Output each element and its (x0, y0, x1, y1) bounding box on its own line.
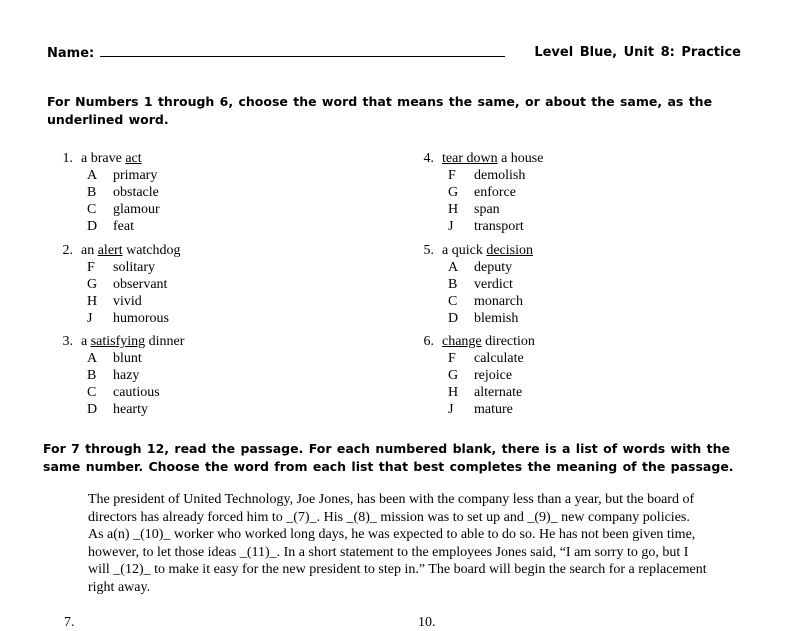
option-word: glamour (113, 202, 160, 217)
answer-option[interactable] (408, 276, 533, 293)
underlined-word: change (442, 334, 482, 349)
answer-option[interactable] (47, 218, 160, 235)
answer-option[interactable] (47, 350, 184, 367)
stem-suffix: direction (481, 334, 535, 349)
question-number-10: 10. (418, 615, 436, 630)
option-letter: G (448, 368, 459, 383)
option-letter: D (87, 219, 98, 234)
option-letter: C (87, 385, 97, 400)
answer-option[interactable] (47, 367, 184, 384)
underlined-word: satisfying (90, 334, 146, 349)
answer-option[interactable] (408, 401, 535, 418)
question-stem (47, 242, 181, 259)
option-letter: F (448, 168, 456, 183)
option-word: primary (113, 168, 158, 183)
option-letter: H (448, 202, 459, 217)
option-word: hazy (113, 368, 140, 383)
stem-suffix: watchdog (122, 243, 181, 258)
question-number-7: 7. (64, 615, 75, 630)
option-word: demolish (474, 168, 526, 183)
option-letter: B (87, 368, 97, 383)
answer-option[interactable] (408, 201, 543, 218)
answer-option[interactable] (47, 293, 181, 310)
name-blank-line (100, 45, 505, 57)
answer-option[interactable] (47, 401, 184, 418)
instructions-passage: For 7 through 12, read the passage. For each numbered blank, there is a list of words with the same number. Choose the word from each list that best completes the meaning of the passage. (43, 441, 734, 474)
option-word: monarch (474, 294, 523, 309)
name-label: Name: (47, 46, 95, 61)
answer-option[interactable] (408, 184, 543, 201)
stem-prefix: a (81, 334, 91, 349)
name-field (47, 45, 505, 61)
option-word: rejoice (474, 368, 513, 383)
answer-option[interactable] (408, 367, 535, 384)
instructions-synonyms: For Numbers 1 through 6, choose the word that means the same, or about the same, as the underlined word. (47, 94, 713, 127)
question-stem (408, 150, 543, 167)
stem-suffix: a house (497, 151, 544, 166)
option-letter: G (448, 185, 459, 200)
option-word: enforce (474, 185, 516, 200)
answer-option[interactable] (408, 167, 543, 184)
answer-option[interactable] (47, 276, 181, 293)
option-letter: A (448, 260, 459, 275)
option-word: verdict (474, 277, 513, 292)
answer-option[interactable] (47, 310, 181, 327)
option-word: mature (474, 402, 513, 417)
option-letter: B (87, 185, 97, 200)
answer-option[interactable] (408, 384, 535, 401)
question-number: 2. (62, 243, 73, 258)
option-letter: B (448, 277, 458, 292)
option-word: observant (113, 277, 168, 292)
answer-option[interactable] (408, 310, 533, 327)
question-number: 1. (62, 151, 73, 166)
option-letter: A (87, 168, 98, 183)
question-stem (408, 333, 535, 350)
answer-option[interactable] (408, 350, 535, 367)
option-letter: J (448, 219, 454, 234)
question-stem (408, 242, 533, 259)
option-word: humorous (113, 311, 169, 326)
passage (88, 491, 708, 596)
question-1 (47, 150, 160, 235)
stem-prefix: an (81, 243, 98, 258)
answer-option[interactable] (408, 218, 543, 235)
underlined-word: act (125, 151, 142, 166)
option-letter: G (87, 277, 98, 292)
option-letter: F (448, 351, 456, 366)
stem-suffix: dinner (145, 334, 185, 349)
stem-prefix: a brave (81, 151, 126, 166)
option-word: transport (474, 219, 524, 234)
option-word: span (474, 202, 500, 217)
option-word: blunt (113, 351, 142, 366)
option-letter: C (87, 202, 97, 217)
option-word: solitary (113, 260, 155, 275)
option-word: cautious (113, 385, 160, 400)
option-word: calculate (474, 351, 524, 366)
option-letter: A (87, 351, 98, 366)
option-letter: J (448, 402, 454, 417)
option-word: vivid (113, 294, 142, 309)
option-letter: J (87, 311, 93, 326)
option-word: obstacle (113, 185, 159, 200)
question-5 (408, 242, 533, 327)
question-6 (408, 333, 535, 418)
option-word: hearty (113, 402, 148, 417)
question-4 (408, 150, 543, 235)
question-number: 5. (423, 243, 434, 258)
option-word: feat (113, 219, 134, 234)
answer-option[interactable] (408, 293, 533, 310)
stem-prefix: a quick (442, 243, 487, 258)
option-word: deputy (474, 260, 513, 275)
option-letter: D (87, 402, 98, 417)
question-3 (47, 333, 184, 418)
option-letter: C (448, 294, 458, 309)
answer-option[interactable] (408, 259, 533, 276)
answer-option[interactable] (47, 384, 184, 401)
option-letter: F (87, 260, 95, 275)
underlined-word: alert (97, 243, 123, 258)
page-title: Level Blue, Unit 8: Practice (534, 45, 741, 60)
answer-option[interactable] (47, 259, 181, 276)
option-word: blemish (474, 311, 519, 326)
question-2 (47, 242, 181, 327)
passage-text: The president of United Technology, Joe Jones, has been with the company less than a year, but the board of directors has already forced him to _(7)_. His _(8)_ mission was to set up and _(9)_ new company policies. As a(n) _(10)_ worker who worked long days, he was expected to able to do so. He has not been given time, however, to let those ideas _(11)_. In a short statement to the employees Jones said, “I am sorry to go, but I will _(12)_ to make it easy for the new president to step in.” The board will begin the search for a replacement right away. (88, 492, 707, 595)
question-number: 6. (423, 334, 434, 349)
underlined-word: tear down (442, 151, 498, 166)
answer-option[interactable] (47, 184, 160, 201)
option-word: alternate (474, 385, 523, 400)
option-letter: H (448, 385, 459, 400)
answer-option[interactable] (47, 201, 160, 218)
option-letter: D (448, 311, 459, 326)
answer-option[interactable] (47, 167, 160, 184)
underlined-word: decision (486, 243, 533, 258)
question-number: 4. (423, 151, 434, 166)
question-stem (47, 333, 184, 350)
question-number: 3. (62, 334, 73, 349)
option-letter: H (87, 294, 98, 309)
question-stem (47, 150, 160, 167)
